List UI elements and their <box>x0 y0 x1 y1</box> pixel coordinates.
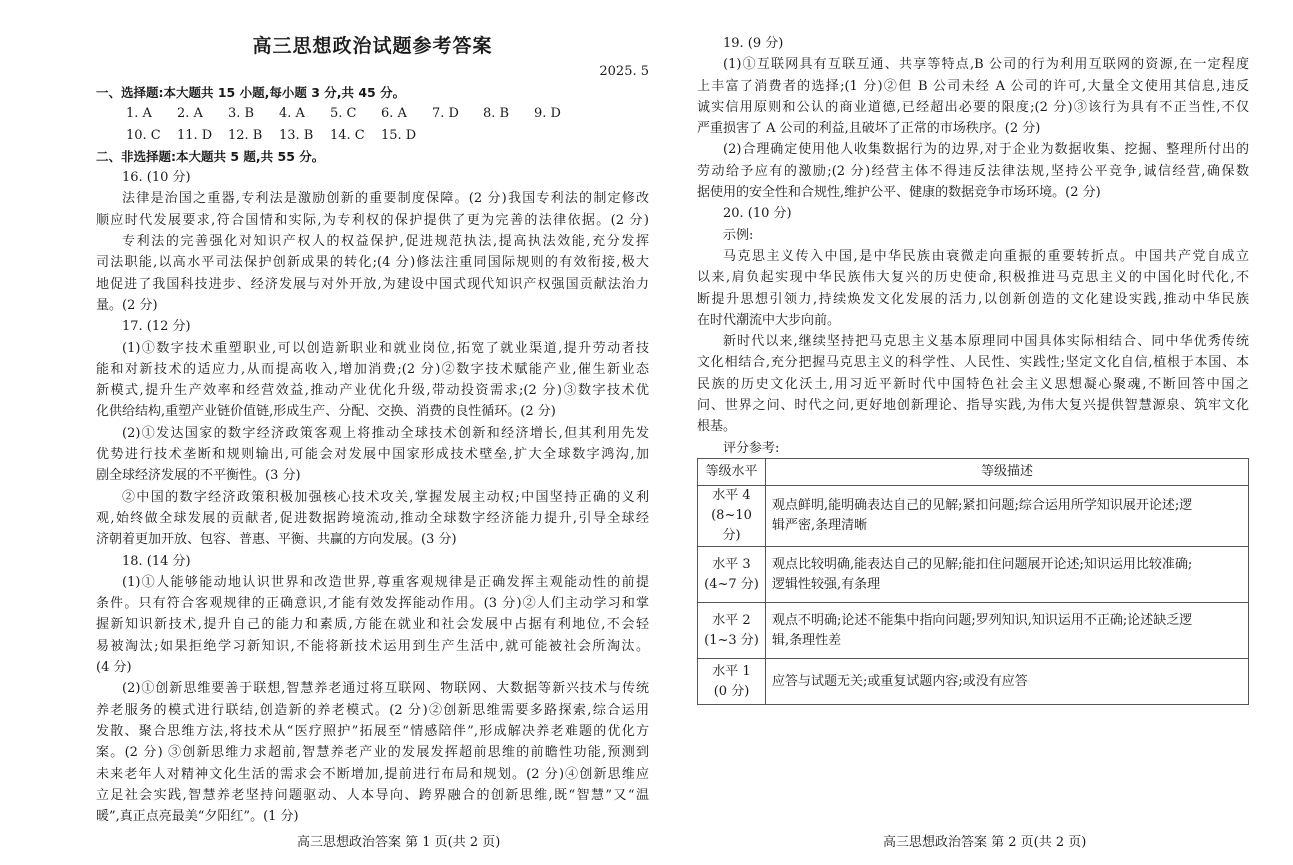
table-row <box>698 547 1249 603</box>
text-line: 观,始终做全球发展的贡献者,促进数据跨境流动,推动全球数字经济能力提升,引导全球经 <box>96 510 649 526</box>
mc-answer: 10. C <box>126 127 161 143</box>
text-line: (1)①互联网具有互联互通、共享等特点,B 公司的行为利用互联网的资源,在一定程度 <box>723 57 1249 73</box>
level-cell <box>698 603 766 659</box>
question-number: 20. (10 分) <box>723 206 792 222</box>
text-line: 易被淘汰;如果拒绝学习新知识,不能将新技术运用到生产生活中,就可能被社会所淘汰。 <box>96 638 649 654</box>
level-name: 水平 4 <box>712 488 751 503</box>
description-cell <box>766 486 1249 547</box>
level-range: (8~10 分) <box>711 508 752 543</box>
mc-answers-row-2 <box>96 125 649 146</box>
mc-answer: 13. B <box>279 127 314 143</box>
text-line: 优势进行技术垄断和规则输出,可能会对发展中国家形成技术壁垒,扩大全球数字鸿沟,加 <box>96 447 649 463</box>
table-row <box>698 486 1249 547</box>
table-header: 等级描述 <box>766 459 1249 486</box>
text-line: 示例: <box>723 227 754 243</box>
level-name: 水平 3 <box>712 556 751 572</box>
level-range: (4~7 分) <box>704 576 759 592</box>
text-line: 新模式,提升生产效率和经营效益,推动产业优化升级,带动投资需求;(2 分)③数字技术优 <box>96 383 649 399</box>
scoring-table <box>697 458 1249 705</box>
description-line: 辑,条理性差 <box>772 632 842 648</box>
question-number: 17. (12 分) <box>122 319 191 335</box>
table-header-row <box>698 459 1249 486</box>
text-line: 文化相结合,充分把握马克思主义的科学性、人民性、实践性;坚定文化自信,植根于本国、本 <box>697 355 1249 371</box>
mc-answer: 7. D <box>432 106 459 122</box>
page-footer: 高三思想政治答案 第 1 页(共 2 页) <box>297 835 501 850</box>
mc-answer: 3. B <box>228 106 255 122</box>
text-line: 在时代潮流中大步向前。 <box>697 312 841 328</box>
text-line: 法律是治国之重器,专利法是激励创新的重要制度保障。(2 分)我国专利法的制定修改 <box>122 191 649 207</box>
text-line: 顺应时代发展要求,符合国情和实际,为专利权的保护提供了更为完善的法律依据。(2 分) <box>96 212 649 228</box>
text-line: (4 分) <box>96 660 132 676</box>
level-name: 水平 1 <box>712 663 751 679</box>
mc-answer: 9. D <box>534 106 561 122</box>
mc-answer: 2. A <box>177 106 203 122</box>
mc-answer: 15. D <box>381 127 417 143</box>
description-line: 应答与试题无关;或重复试题内容;或没有应答 <box>772 673 1028 689</box>
text-line: 民族的历史文化沃土,用习近平新时代中国特色社会主义思想凝心聚魂,不断回答中国之 <box>697 376 1249 392</box>
text-line: (1)①人能够能动地认识世界和改造世界,尊重客观规律是正确发挥主观能动性的前提 <box>122 574 649 590</box>
text-line: 劳动给予应有的激励;(2 分)经营主体不得违反法律法规,坚持公平竞争,诚信经营,确保数 <box>697 163 1249 179</box>
text-line: 根基。 <box>697 419 737 435</box>
text-line: 专利法的完善强化对知识产权人的权益保护,促进规范执法,提高执法效能,充分发挥 <box>122 234 649 250</box>
text-line: 立足社会实践,智慧养老坚持问题驱动、人本导向、跨界融合的创新思维,既“智慧”又“温 <box>96 787 649 803</box>
text-line: 养老服务的模式进行联结,创造新的养老模式。(2 分)②创新思维需要多路探索,综合运用 <box>96 702 649 718</box>
page-title: 高三思想政治试题参考答案 <box>252 35 493 57</box>
mc-answer: 6. A <box>381 106 407 122</box>
question-number: 16. (10 分) <box>122 170 191 186</box>
text-line: (2)合理确定使用他人收集数据行为的边界,对于企业为数据收集、挖掘、整理所付出的 <box>723 142 1249 158</box>
description-cell <box>766 547 1249 603</box>
level-name: 水平 2 <box>712 612 751 628</box>
mc-answers-row-1 <box>96 103 649 124</box>
section-heading-open: 二、非选择题:本大题共 5 题,共 55 分。 <box>96 148 325 164</box>
text-line: (2)①创新思维要善于联想,智慧养老通过将互联网、物联网、大数据等新兴技术与传统 <box>122 681 649 697</box>
table-row <box>698 603 1249 659</box>
text-line: 量。(2 分) <box>96 297 158 313</box>
text-line: 以来,肩负起实现中华民族伟大复兴的历史使命,积极推进马克思主义的中国化时代化,不 <box>697 270 1249 286</box>
table-header: 等级水平 <box>698 459 766 486</box>
description-line: 观点鲜明,能明确表达自己的见解;紧扣问题;综合运用所学知识展开论述;逻 <box>772 498 1193 513</box>
text-line: 诚实信用原则和公认的商业道德,已经超出必要的限度;(2 分)③该行为具有不正当性,不仅 <box>697 99 1249 115</box>
section-heading-choice: 一、选择题:本大题共 15 小题,每小题 3 分,共 45 分。 <box>96 85 406 100</box>
text-line: 新时代以来,继续坚持把马克思主义基本原理同中国具体实际相结合、同中华优秀传统 <box>723 334 1249 350</box>
page-1-body <box>96 82 649 827</box>
text-line: 能和对新技术的适应力,从而提高收入,增加消费;(2 分)②数字技术赋能产业,催生新业态 <box>96 361 649 377</box>
level-cell <box>698 659 766 705</box>
text-line: 济朝着更加开放、包容、普惠、平衡、共赢的方向发展。(3 分) <box>96 532 457 548</box>
page-2-body <box>697 33 1249 459</box>
description-cell <box>766 603 1249 659</box>
text-line: 发散、聚合思维方法,将技术从“医疗照护”拓展至“情感陪伴”,形成解决养老难题的优化方 <box>96 723 649 739</box>
text-line: 据使用的安全性和合规性,维护公平、健康的数据竞争市场环境。(2 分) <box>697 185 1101 201</box>
question-number: 18. (14 分) <box>122 553 191 569</box>
question-number: 19. (9 分) <box>723 36 784 51</box>
text-line: 案。(2 分) ③创新思维力求超前,智慧养老产业的发展发挥超前思维的前瞻性功能,预测到 <box>96 745 649 761</box>
level-range: (0 分) <box>713 683 750 699</box>
text-line: (2)①发达国家的数字经济政策客观上将推动全球技术创新和经济增长,但其利用先发 <box>122 425 649 441</box>
mc-answer: 11. D <box>177 127 213 143</box>
description-line: 观点不明确;论述不能集中指向问题;罗列知识,知识运用不正确;论述缺乏逻 <box>772 612 1193 628</box>
description-line: 辑严密,条理清晰 <box>772 518 868 533</box>
exam-date: 2025. 5 <box>599 64 649 79</box>
level-cell <box>698 486 766 547</box>
mc-answer: 1. A <box>126 106 152 122</box>
text-line: 严重损害了 A 公司的利益,且破坏了正常的市场秩序。(2 分) <box>697 121 1041 137</box>
mc-answer: 12. B <box>228 127 263 143</box>
text-line: 暖”,真正点亮最美“夕阳红”。(1 分) <box>96 809 299 825</box>
page-footer: 高三思想政治答案 第 2 页(共 2 页) <box>883 835 1087 850</box>
text-line: 上丰富了消费者的选择;(1 分)②但 B 公司未经 A 公司的许可,大量全文使用其信息,违反 <box>697 78 1249 94</box>
table-row <box>698 659 1249 705</box>
text-line: (1)①数字技术重塑职业,可以创造新职业和就业岗位,拓宽了就业渠道,提升劳动者技 <box>122 340 649 356</box>
text-line: 条件。只有符合客观规律的正确意识,才能有效发挥能动作用。(3 分)②人们主动学习和掌 <box>96 596 649 612</box>
text-line: 马克思主义传入中国,是中华民族由衰微走向重振的重要转折点。中国共产党自成立 <box>723 248 1249 264</box>
text-line: 评分参考: <box>723 440 780 456</box>
description-cell <box>766 659 1249 705</box>
text-line: 剧全球经济发展的不平衡性。(3 分) <box>96 468 301 484</box>
text-line: 地促进了我国科技进步、经济发展与对外开放,为建设中国式现代知识产权强国贡献法治力 <box>96 276 649 292</box>
level-cell <box>698 547 766 603</box>
text-line: 断提升思想引领力,持续焕发文化发展的活力,以创新创造的文化建设实践,推动中华民族 <box>697 291 1249 307</box>
text-line: 握新知识新技术,提升自己的能力和素质,方能在就业和社会发展中占据有利地位,不会轻 <box>96 617 649 633</box>
level-range: (1~3 分) <box>704 632 759 648</box>
text-line: ②中国的数字经济政策积极加强核心技术攻关,掌握发展主动权;中国坚持正确的义利 <box>122 489 649 505</box>
description-line: 观点比较明确,能表达自己的见解;能扣住问题展开论述;知识运用比较准确; <box>772 556 1193 572</box>
mc-answer: 14. C <box>330 127 365 143</box>
text-line: 化供给结构,重塑产业链价值链,形成生产、分配、交换、消费的良性循环。(2 分) <box>96 404 556 420</box>
text-line: 未来老年人对精神文化生活的需求会不断增加,提前进行布局和规划。(2 分)④创新思维应 <box>96 766 649 782</box>
text-line: 问、世界之问、时代之问,更好地创新理论、指导实践,为伟大复兴提供智慧源泉、筑牢文化 <box>697 398 1249 414</box>
text-line: 司法职能,以高水平司法保护创新成果的转化;(4 分)修法注重同国际规则的有效衔接,极大 <box>96 255 649 271</box>
mc-answer: 8. B <box>483 106 510 122</box>
mc-answer: 4. A <box>279 106 305 122</box>
mc-answer: 5. C <box>330 106 357 122</box>
description-line: 逻辑性较强,有条理 <box>772 576 881 592</box>
